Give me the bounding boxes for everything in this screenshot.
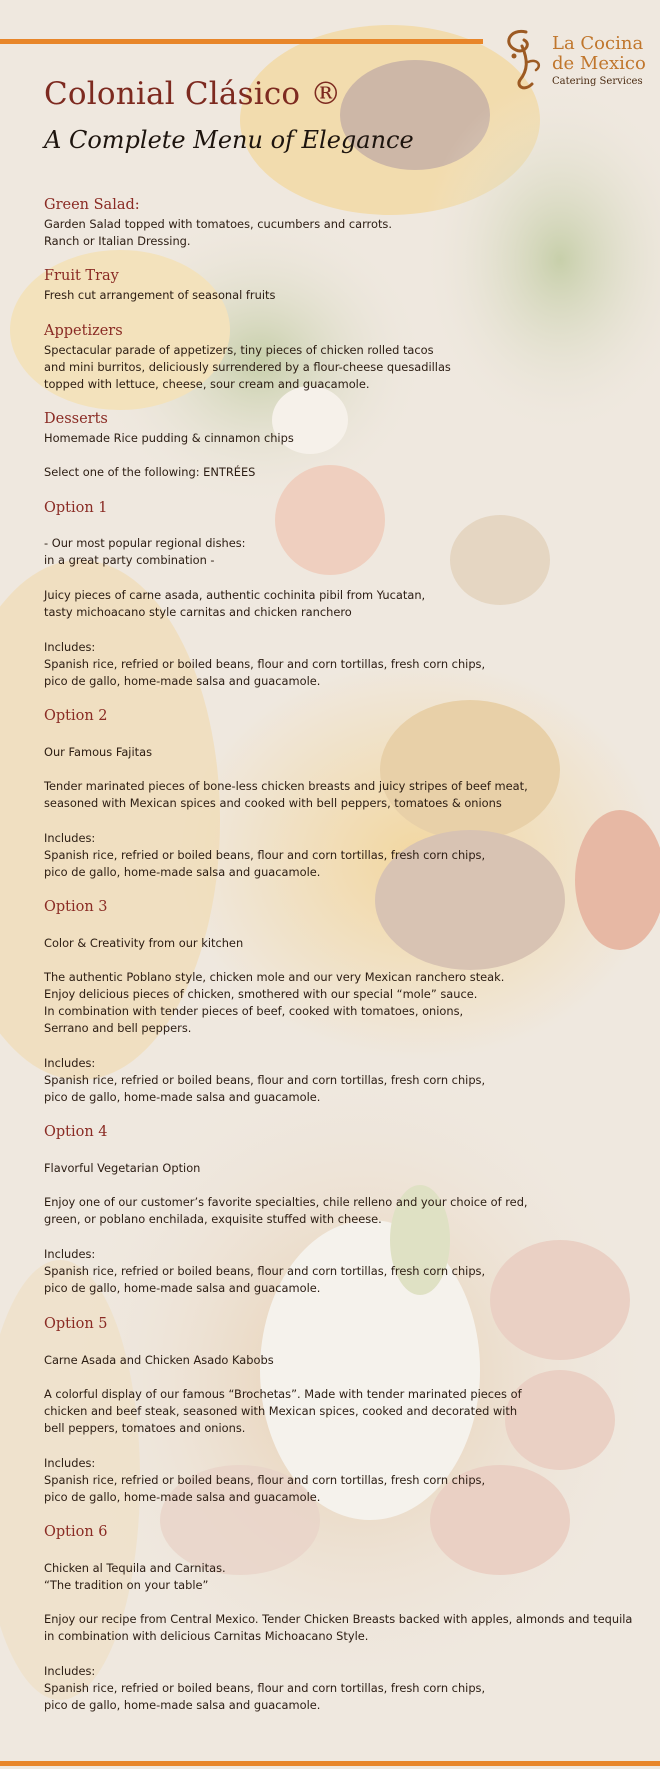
option-5-includes: Includes: Spanish rice, refried or boiled beans, flour and corn tortillas, fresh corn chips, pico de gallo, home-made salsa and guacamole.	[44, 1456, 486, 1504]
option-4-tagline: Flavorful Vegetarian Option	[44, 1161, 201, 1175]
option-1-description: Juicy pieces of carne asada, authentic cochinita pibil from Yucatan, tasty michoacano style carnitas and chicken ranchero	[44, 588, 426, 619]
option-5-heading: Option 5	[44, 1316, 108, 1332]
option-2-heading: Option 2	[44, 708, 108, 724]
option-6-tagline: Chicken al Tequila and Carnitas. “The tradition on your table”	[44, 1561, 226, 1592]
option-4-heading: Option 4	[44, 1124, 108, 1140]
select-entree-line: Select one of the following: ENTRÉES	[44, 465, 256, 479]
fruit-tray-heading: Fruit Tray	[44, 268, 119, 284]
menu-title: Colonial Clásico ®	[44, 76, 342, 112]
option-4-description: Enjoy one of our customer’s favorite specialties, chile relleno and your choice of red, green, or poblano enchilada, exquisite stuffed with cheese.	[44, 1195, 528, 1226]
option-6-description: Enjoy our recipe from Central Mexico. Tender Chicken Breasts backed with apples, almonds and tequila in combination with delicious Carnitas Michoacano Style.	[44, 1612, 633, 1643]
menu-subtitle: A Complete Menu of Elegance	[44, 126, 414, 154]
option-2-includes: Includes: Spanish rice, refried or boiled beans, flour and corn tortillas, fresh corn chips, pico de gallo, home-made salsa and guacamole.	[44, 831, 486, 879]
bottom-accent-line	[0, 1761, 660, 1766]
option-3-includes: Includes: Spanish rice, refried or boiled beans, flour and corn tortillas, fresh corn chips, pico de gallo, home-made salsa and guacamole.	[44, 1056, 486, 1104]
appetizers-heading: Appetizers	[44, 323, 123, 339]
brand-line-1: La Cocina	[552, 33, 644, 54]
option-2-description: Tender marinated pieces of bone-less chicken breasts and juicy stripes of beef meat, seasoned with Mexican spices and cooked with bell peppers, tomatoes & onions	[44, 779, 528, 810]
option-1-heading: Option 1	[44, 500, 108, 516]
option-6-heading: Option 6	[44, 1524, 108, 1540]
green-salad-heading: Green Salad:	[44, 197, 140, 213]
option-5-description: A colorful display of our famous “Brochetas”. Made with tender marinated pieces of chicken and beef steak, seasoned with Mexican spices, cooked and decorated with bell peppers, tomatoes and onions.	[44, 1387, 522, 1435]
brand-tagline: Catering Services	[552, 76, 643, 87]
top-accent-line	[0, 39, 483, 44]
fruit-tray-text: Fresh cut arrangement of seasonal fruits	[44, 288, 276, 302]
option-4-includes: Includes: Spanish rice, refried or boiled beans, flour and corn tortillas, fresh corn chips, pico de gallo, home-made salsa and guacamole.	[44, 1247, 486, 1295]
option-1-includes: Includes: Spanish rice, refried or boiled beans, flour and corn tortillas, fresh corn chips, pico de gallo, home-made salsa and guacamole.	[44, 640, 486, 688]
option-2-tagline: Our Famous Fajitas	[44, 745, 153, 759]
green-salad-text: Garden Salad topped with tomatoes, cucumbers and carrots. Ranch or Italian Dressing.	[44, 217, 392, 248]
desserts-heading: Desserts	[44, 411, 108, 427]
option-1-tagline: - Our most popular regional dishes: in a great party combination -	[44, 536, 246, 567]
appetizers-text: Spectacular parade of appetizers, tiny pieces of chicken rolled tacos and mini burritos, deliciously surrendered by a flour-cheese quesadillas topped with lettuce, cheese, sour cream and guacamole.	[44, 343, 451, 391]
option-5-tagline: Carne Asada and Chicken Asado Kabobs	[44, 1353, 274, 1367]
option-3-tagline: Color & Creativity from our kitchen	[44, 936, 244, 950]
option-3-heading: Option 3	[44, 899, 108, 915]
brand-wordmark	[552, 34, 646, 88]
option-6-includes: Includes: Spanish rice, refried or boiled beans, flour and corn tortillas, fresh corn chips, pico de gallo, home-made salsa and guacamole.	[44, 1664, 486, 1712]
desserts-text: Homemade Rice pudding & cinnamon chips	[44, 431, 294, 445]
brand-line-2: de Mexico	[552, 53, 646, 74]
option-3-description: The authentic Poblano style, chicken mole and our very Mexican ranchero steak. Enjoy delicious pieces of chicken, smothered with our special “mole” sauce. In combination with tender pieces of beef, cooked with tomatoes, onions, Serrano and bell peppers.	[44, 970, 505, 1035]
